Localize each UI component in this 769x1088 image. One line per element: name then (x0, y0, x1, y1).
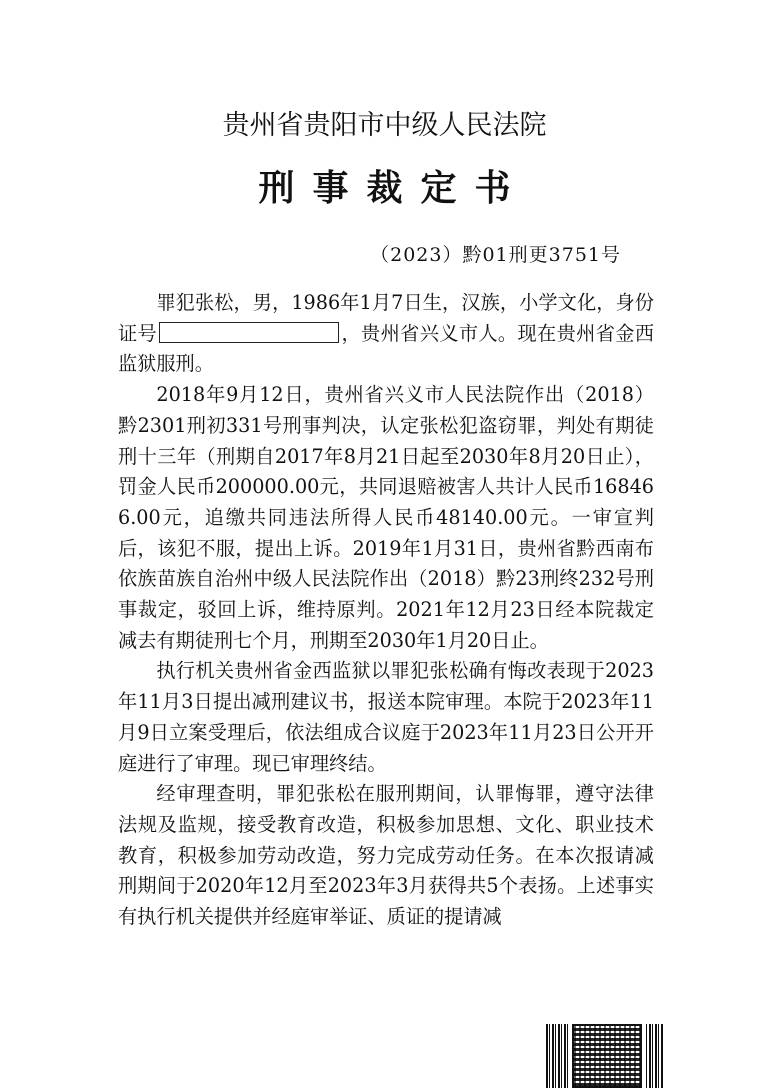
document-title: 刑事裁定书 (258, 167, 529, 209)
paragraph-defendant-info (118, 288, 654, 380)
qr-code (572, 1024, 642, 1088)
barcode-qr-stamp (546, 1024, 664, 1088)
paragraph-findings: 经审理查明，罪犯张松在服刑期间，认罪悔罪，遵守法律法规及监规，接受教育改造，积极参加思想、文化、职业技术教育，积极参加劳动改造，努力完成劳动任务。在本次报请减刑期间于2020年12月至2023年3月获得共5个表扬。上述事实有执行机关提供并经庭审举证、质证的提请减 (118, 782, 654, 929)
paragraph-commutation-proposal: 执行机关贵州省金西监狱以罪犯张松确有悔改表现于2023年11月3日提出减刑建议书，报送本院审理。本院于2023年11月9日立案受理后，依法组成合议庭于2023年11月23日公开开庭进行了审理。现已审理终结。 (118, 659, 654, 775)
barcode-right (646, 1024, 664, 1088)
document-body (118, 288, 654, 933)
defendant-residence-text: ，贵州省兴义市人。现在贵州省金西监狱服刑。 (118, 321, 655, 376)
barcode-left (546, 1024, 568, 1088)
redacted-id-box (159, 322, 339, 343)
defendant-info-text: 罪犯张松，男，1986年1月7日生，汉族，小学文化，身份证号 (118, 291, 654, 345)
paragraph-judgment-history: 2018年9月12日，贵州省兴义市人民法院作出（2018）黔2301刑初331号刑事判决，认定张松犯盗窃罪，判处有期徒刑十三年（刑期自2017年8月21日起至2030年8月20日止），罚金人民币200000.00元，共同退赔被害人共计人民币168466.00元，追缴共同违法所得人民币48140.00元。一审宣判后，该犯不服，提出上诉。2019年1月31日，贵州省黔西南布依族苗族自治州中级人民法院作出（2018）黔23刑终232号刑事裁定，驳回上诉，维持原判。2021年12月23日经本院裁定减去有期徒刑七个月，刑期至2030年1月20日止。 (118, 383, 654, 652)
case-number: （2023）黔01刑更3751号 (370, 244, 621, 266)
court-name: 贵州省贵阳市中级人民法院 (222, 110, 547, 141)
